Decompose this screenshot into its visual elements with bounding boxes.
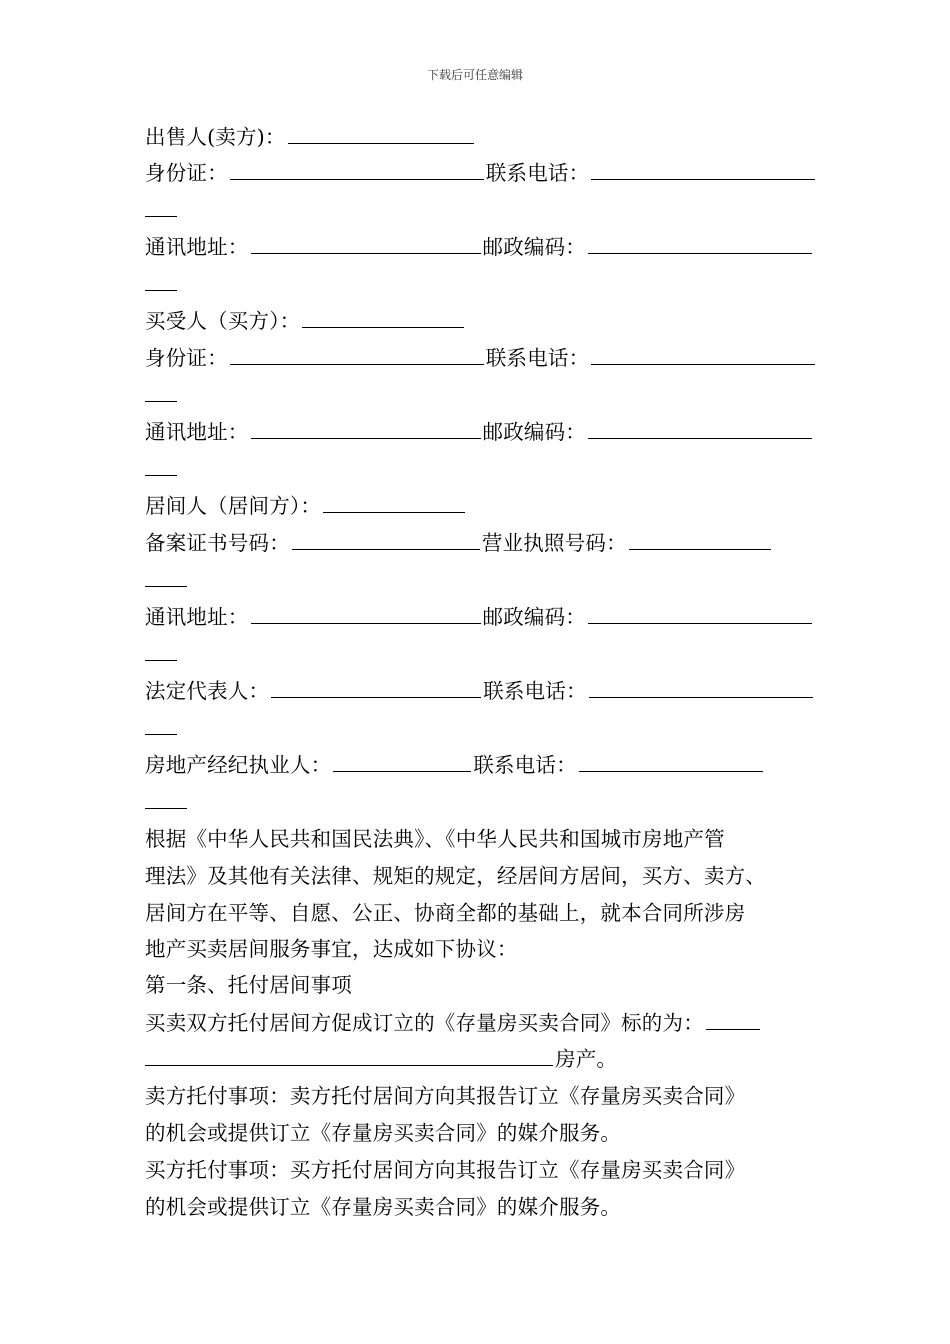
broker-agent-continuation (145, 789, 189, 815)
broker-license-blank[interactable] (629, 530, 771, 550)
seller-phone-label: 联系电话： (485, 161, 590, 185)
seller-id-blank[interactable] (230, 160, 484, 180)
seller-address-label: 通讯地址： (145, 235, 249, 259)
preamble-line-4: 地产买卖居间服务事宜，达成如下协议： (145, 937, 518, 961)
broker-legal-rep-blank[interactable] (271, 678, 481, 698)
broker-legal-rep-continuation (145, 715, 179, 741)
broker-license-blank-cont[interactable] (145, 567, 187, 587)
seller-id-label: 身份证： (145, 161, 228, 185)
buyer-id-blank[interactable] (230, 345, 484, 365)
broker-address-line (145, 604, 814, 630)
buyer-phone-blank-cont[interactable] (145, 382, 177, 402)
buyer-entrust-line-1: 买方托付事项：买方托付居间方向其报告订立《存量房买卖合同》 (145, 1158, 746, 1182)
buyer-id-continuation (145, 382, 179, 408)
seller-name-blank[interactable] (288, 124, 474, 144)
broker-address-blank[interactable] (251, 604, 481, 624)
buyer-phone-blank[interactable] (591, 345, 815, 365)
buyer-title: 买受人（买方）： (145, 309, 301, 333)
broker-address-label: 通讯地址： (145, 605, 249, 629)
broker-address-continuation (145, 641, 179, 667)
seller-address-blank[interactable] (251, 234, 481, 254)
buyer-title-line (145, 308, 466, 334)
broker-title: 居间人（居间方）： (145, 494, 322, 518)
article1-title: 第一条、托付居间事项 (145, 973, 352, 997)
property-blank-1[interactable] (706, 1010, 760, 1030)
broker-agent-phone-blank[interactable] (579, 752, 763, 772)
broker-record-continuation (145, 567, 189, 593)
buyer-id-label: 身份证： (145, 346, 228, 370)
preamble-line-2: 理法》及其他有关法律、规矩的规定，经居间方居间，买方、卖方、 (145, 864, 766, 888)
buyer-address-continuation (145, 456, 179, 482)
seller-address-continuation (145, 271, 179, 297)
broker-name-blank[interactable] (323, 493, 465, 513)
preamble-line-1: 根据《中华人民共和国民法典》、《中华人民共和国城市房地产管 (145, 827, 725, 851)
broker-agent-phone-label: 联系电话： (473, 753, 577, 777)
broker-postcode-label: 邮政编码： (482, 605, 586, 629)
seller-title: 出售人(卖方)： (145, 125, 286, 149)
seller-phone-blank[interactable] (591, 160, 815, 180)
property-suffix: 房产。 (555, 1047, 618, 1071)
broker-legal-rep-line (145, 678, 815, 704)
article1-subject-text: 买卖双方托付居间方促成订立的《存量房买卖合同》标的为： (145, 1011, 704, 1035)
seller-id-continuation (145, 197, 179, 223)
broker-agent-blank[interactable] (333, 752, 471, 772)
broker-agent-line (145, 752, 765, 778)
buyer-address-label: 通讯地址： (145, 420, 249, 444)
buyer-entrust-line-2: 的机会或提供订立《存量房买卖合同》的媒介服务。 (145, 1195, 622, 1219)
broker-postcode-blank[interactable] (588, 604, 812, 624)
buyer-address-blank[interactable] (251, 419, 481, 439)
broker-phone-label: 联系电话： (483, 679, 587, 703)
buyer-phone-label: 联系电话： (485, 346, 590, 370)
broker-license-label: 营业执照号码： (481, 531, 627, 555)
seller-entrust-line-2: 的机会或提供订立《存量房买卖合同》的媒介服务。 (145, 1121, 622, 1145)
article1-subject-line (145, 1010, 762, 1036)
seller-entrust-line-1: 卖方托付事项：卖方托付居间方向其报告订立《存量房买卖合同》 (145, 1084, 746, 1108)
preamble-line-3: 居间方在平等、自愿、公正、协商全都的基础上，就本合同所涉房 (145, 901, 746, 925)
page-header: 下载后可任意编辑 (426, 68, 523, 82)
broker-legal-rep-label: 法定代表人： (145, 679, 270, 703)
seller-address-line (145, 234, 814, 260)
seller-phone-blank-cont[interactable] (145, 197, 177, 217)
seller-id-line (145, 160, 817, 186)
broker-agent-phone-blank-cont[interactable] (145, 789, 187, 809)
seller-postcode-label: 邮政编码： (482, 235, 586, 259)
broker-record-line (145, 530, 773, 556)
broker-record-label: 备案证书号码： (145, 531, 290, 555)
buyer-id-line (145, 345, 817, 371)
buyer-name-blank[interactable] (302, 308, 464, 328)
broker-record-blank[interactable] (292, 530, 480, 550)
article1-subject-continuation (145, 1046, 617, 1072)
seller-postcode-blank-cont[interactable] (145, 271, 177, 291)
seller-postcode-blank[interactable] (588, 234, 812, 254)
buyer-postcode-blank-cont[interactable] (145, 456, 177, 476)
broker-postcode-blank-cont[interactable] (145, 641, 177, 661)
broker-agent-label: 房地产经纪执业人： (145, 753, 332, 777)
buyer-postcode-blank[interactable] (588, 419, 812, 439)
seller-title-line (145, 124, 476, 150)
property-blank-2[interactable] (145, 1046, 553, 1066)
buyer-address-line (145, 419, 814, 445)
buyer-postcode-label: 邮政编码： (482, 420, 586, 444)
broker-title-line (145, 493, 467, 519)
broker-phone-blank[interactable] (589, 678, 813, 698)
broker-phone-blank-cont[interactable] (145, 715, 177, 735)
